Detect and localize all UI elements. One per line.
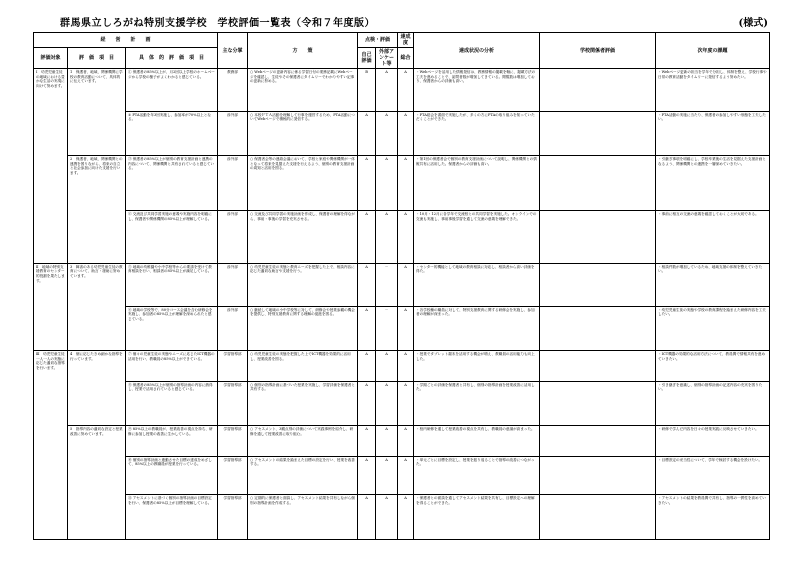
self-grade: A bbox=[358, 156, 376, 211]
analysis-cell: ・Webページを活用した情報発信は、教務情報の掲載を軸に、掲載方法の工夫を進めることで、訪問者数が増加してきている。閲覧数は増加しており、保護者からの評価も高い。 bbox=[414, 69, 540, 112]
measure-cell: ○ 交流及び共同学習の実施計画を作成し、保護者の理解を得ながら、事前・事後の学習を充実させる。 bbox=[248, 211, 358, 264]
total-grade: A bbox=[398, 211, 414, 264]
measure-cell: ○ 定期的に保護者と面談し、アセスメント結果を共有しながら個別の指導計画を作成する。 bbox=[248, 495, 358, 540]
table-row bbox=[34, 156, 770, 211]
stakeholder-cell bbox=[540, 351, 656, 381]
dept-cell: 学習指導部 bbox=[218, 456, 248, 495]
external-grade: A bbox=[376, 111, 398, 156]
next-cell: ・幼児児童生徒の実態や学校の教育課程を踏まえた研修内容を工夫したい。 bbox=[656, 306, 770, 351]
self-grade: A bbox=[358, 381, 376, 426]
next-cell: ・引き継ぎを意識し、個別の指導計画の記述内容の充実を図りたい。 bbox=[656, 381, 770, 426]
self-grade: A bbox=[358, 426, 376, 456]
total-grade: A bbox=[398, 263, 414, 306]
analysis-cell: ・センター的機能として地域の教育相談に対応し、相談者から高い評価を得た。 bbox=[414, 263, 540, 306]
overall-header: 達成度 bbox=[398, 33, 414, 48]
format-label: (様式) bbox=[738, 18, 768, 29]
external-grade: A bbox=[376, 381, 398, 426]
stakeholder-cell bbox=[540, 426, 656, 456]
external-grade: A bbox=[376, 456, 398, 495]
detail-cell: ⑤ 地域の幼稚園や小中学校等からの要請を受けて教育相談を行い、相談者の85%以上が満足している。 bbox=[126, 263, 218, 306]
analysis-cell: ・各学校種の職員に対して、特別支援教育に関する研修会を実施し、参加者の理解が深まった。 bbox=[414, 306, 540, 351]
analysis-cell: ・授業でタブレット端末を活用する機会が増え、教職員の活用能力も向上した。 bbox=[414, 351, 540, 381]
stakeholder-cell bbox=[540, 495, 656, 540]
analysis-cell: ・10月・12月に各学年で交流校との共同学習を実施した。オンラインでの交流も実施し、事前事後学習を通して交流の意義を理解できた。 bbox=[414, 211, 540, 264]
group-target: Ⅲ 幼児児童生徒一人一人の実態に応じた適切な指導を行います。 bbox=[34, 351, 68, 540]
total-grade: A bbox=[398, 456, 414, 495]
detail-cell: ⑥ 地域の学校等で、80分コース会議を含む研修会を実施し、参加者の85%以上が理解を深められたと感じている。 bbox=[126, 306, 218, 351]
self-grade: B bbox=[358, 69, 376, 112]
stakeholder-header: 学校関係者評価 bbox=[540, 33, 656, 69]
table-row bbox=[34, 381, 770, 426]
evaluation-item: 3 障害のある幼児児童生徒の教育について、助言・援助に努めています。 bbox=[68, 263, 126, 350]
stakeholder-cell bbox=[540, 263, 656, 306]
evaluation-item: 5 指導内容の適切な設定と授業改善に努めています。 bbox=[68, 426, 126, 540]
analysis-cell: ・PTA総会を書面で実施したが、多くの方にPTAの取り組みを知っていただくことができた。 bbox=[414, 111, 540, 156]
self-grade: A bbox=[358, 456, 376, 495]
external-grade: A bbox=[376, 426, 398, 456]
total-grade: A bbox=[398, 306, 414, 351]
external-grade: A bbox=[376, 69, 398, 112]
total-grade: A bbox=[398, 111, 414, 156]
measure-cell: ○ 幼児児童生徒の実態を把握した上でICT機器を効果的に活用し、授業改善を図る。 bbox=[248, 351, 358, 381]
external-grade: － bbox=[376, 263, 398, 306]
table-row bbox=[34, 111, 770, 156]
table-row bbox=[34, 263, 770, 306]
dept-cell: 教務部 bbox=[218, 69, 248, 112]
evaluation-item: 1 保護者、地域、関係機関に学校の教育活動について、具体的に伝えています。 bbox=[68, 69, 126, 156]
policy-group-header: 経 営 計 画 bbox=[34, 33, 218, 48]
self-grade: A bbox=[358, 263, 376, 306]
score-group-header: 点検・評価 bbox=[358, 33, 398, 48]
stakeholder-cell bbox=[540, 456, 656, 495]
next-cell: ・相談件数が増加しているため、地域支援の体制を整えていきたい。 bbox=[656, 263, 770, 306]
dept-cell: 学習指導部 bbox=[218, 381, 248, 426]
detail-cell: ⑦ 個々の児童生徒の実態やニーズに応じたICT機器の活用を行い、教職員の85%以上ができている。 bbox=[126, 351, 218, 381]
stakeholder-cell bbox=[540, 211, 656, 264]
measure-cell: ○ アセスメント、3観点別の評価について実践事例を紹介し、研修を通して授業改善に取り組む。 bbox=[248, 426, 358, 456]
analysis-cell: ・保護者との面談を通してアセスメント結果を共有し、目標設定への理解を得ることができた。 bbox=[414, 495, 540, 540]
detail-cell: ③ 保護者の85%以上が個別の教育支援計画と連携の内容について、関係機関と共有されていると感じている。 bbox=[126, 156, 218, 211]
total-grade: A bbox=[398, 495, 414, 540]
detail-cell: ⑪ アセスメントに基づく個別の指導計画の目標設定を行い、保護者の85%以上が目標を理解している。 bbox=[126, 495, 218, 540]
detail-cell: ② PTA活動を年3回実施し、参加率が70%以上となる。 bbox=[126, 111, 218, 156]
total-grade: A bbox=[398, 156, 414, 211]
table-row bbox=[34, 456, 770, 495]
external-grade: － bbox=[376, 306, 398, 351]
measure-header: 方 策 bbox=[248, 33, 358, 69]
measure-cell: ○ 継続して地域の小中学校等に対して、研修会や授業参観の機会を提供し、特別支援教育に関する理解の促進を図る。 bbox=[248, 306, 358, 351]
table-row bbox=[34, 426, 770, 456]
detail-cell: ⑨ 85%以上の教職員が、授業改善の視点を持ち、研修に参加し授業の改善に生かしている。 bbox=[126, 426, 218, 456]
target-header: 評価対象 bbox=[34, 48, 68, 69]
measure-cell: ○ 保護者会等の連絡会議において、学校と家庭や関係機関が一体となって将来を見据えた支援を行えるよう、個別の教育支援計画の周知と活用を図る。 bbox=[248, 156, 358, 211]
group-target: Ⅱ 地域の特別支援教育のセンター的役割を果たします。 bbox=[34, 263, 68, 350]
total-header: 総合 bbox=[398, 48, 414, 69]
next-cell: ・ICT機器の効果的な活用方法について、教員間で情報共有を進めていきたい。 bbox=[656, 351, 770, 381]
next-cell: ・研修で学んだ内容を日々の授業実践に反映させていきたい。 bbox=[656, 426, 770, 456]
analysis-cell: ・学期ごとの評価を保護者と共有し、個別の指導計画を授業改善に活用した。 bbox=[414, 381, 540, 426]
next-cell: ・PTA活動の実施に当たり、保護者の参加しやすい形態を工夫したい。 bbox=[656, 111, 770, 156]
external-grade: A bbox=[376, 156, 398, 211]
self-grade: A bbox=[358, 495, 376, 540]
dept-header: 主な分掌 bbox=[218, 33, 248, 69]
dept-cell: 渉外部 bbox=[218, 306, 248, 351]
item-header: 評 価 項 目 bbox=[68, 48, 126, 69]
total-grade: A bbox=[398, 381, 414, 426]
self-grade: A bbox=[358, 111, 376, 156]
stakeholder-cell bbox=[540, 69, 656, 112]
dept-cell: 学習指導部 bbox=[218, 495, 248, 540]
total-grade: A bbox=[398, 69, 414, 112]
group-target: Ⅰ 幼児児童生徒の地域における豊かな生活の実現に向けて努めます。 bbox=[34, 69, 68, 264]
dept-cell: 渉外部 bbox=[218, 211, 248, 264]
analysis-cell: ・単元ごとに目標を設定し、授業を振り返ることで指導の改善につながった。 bbox=[414, 456, 540, 495]
self-grade: A bbox=[358, 306, 376, 351]
measure-cell: ○ 幼児児童生徒の実態と教育ニーズを把握した上で、相談内容に応じた適切な助言や支援を行う。 bbox=[248, 263, 358, 306]
stakeholder-cell bbox=[540, 156, 656, 211]
table-row bbox=[34, 69, 770, 112]
next-cell: ・アセスメントの結果を教員間で共有し、指導の一貫性を高めていきたい。 bbox=[656, 495, 770, 540]
table-row bbox=[34, 211, 770, 264]
document-title: 群馬県立しろがね特別支援学校 学校評価一覧表（令和７年度版） bbox=[60, 18, 375, 29]
table-row bbox=[34, 306, 770, 351]
dept-cell: 渉外部 bbox=[218, 111, 248, 156]
dept-cell: 学習指導部 bbox=[218, 426, 248, 456]
measure-cell: ○ 個別の指導計画に基づいた授業を実施し、学習評価を保護者と共有する。 bbox=[248, 381, 358, 426]
analysis-header: 達成状況の分析 bbox=[414, 33, 540, 69]
total-grade: A bbox=[398, 351, 414, 381]
self-grade: A bbox=[358, 211, 376, 264]
self-header: 自己評価 bbox=[358, 48, 376, 69]
detail-cell: ① 保護者の85%以上が、月2回以上学校のホームページから学校の様子がよくわかると感じている。 bbox=[126, 69, 218, 112]
stakeholder-cell bbox=[540, 111, 656, 156]
self-grade: A bbox=[358, 351, 376, 381]
analysis-cell: ・第1回の保護者会で個別の教育支援計画について説明し、関係機関との情報共有に活用した。保護者からの評価も高い。 bbox=[414, 156, 540, 211]
next-cell: ・Webページ更新の担当を学年で分担し、体制を整え、学校行事や日常の教育活動をタイムリーに発信するよう努めたい。 bbox=[656, 69, 770, 112]
external-header: 外部アンケート等 bbox=[376, 48, 398, 69]
total-grade: A bbox=[398, 426, 414, 456]
next-cell: ・引継ぎ事項を明確にし、学校卒業後の生活を見据えた支援計画となるよう、関係機関との連携を一層深めていきたい。 bbox=[656, 156, 770, 211]
external-grade: A bbox=[376, 495, 398, 540]
table-row bbox=[34, 495, 770, 540]
evaluation-item: 4 個に応じたきめ細かな指導を行っています。 bbox=[68, 351, 126, 426]
stakeholder-cell bbox=[540, 381, 656, 426]
table-row bbox=[34, 351, 770, 381]
measure-cell: ○ 本校ＰＴＡ活動を理解して行事を運営するため、PTA活動についてWebページで積極的に発信する。 bbox=[248, 111, 358, 156]
measure-cell: ○ Webページの更新内容に係る学習日付の業務記載にWebページを確認し、生徒やその保護者にタイムリーでわかりやすい記事の更新に努める。 bbox=[248, 69, 358, 112]
next-cell: ・事前に相互の交流の意義を確認しておくことが大切である。 bbox=[656, 211, 770, 264]
next-cell: ・目標設定の妥当性について、学年で検討する機会を設けたい。 bbox=[656, 456, 770, 495]
detail-cell: ⑧ 保護者の85%以上が個別の指導計画の内容に納得し、授業で活用されていると感じている。 bbox=[126, 381, 218, 426]
dept-cell: 渉外部 bbox=[218, 156, 248, 211]
external-grade: A bbox=[376, 211, 398, 264]
evaluation-item: 2 保護者、地域、関係機関との連携を図りながら、将来の自立と社会参加に向けた支援を行います。 bbox=[68, 156, 126, 264]
dept-cell: 渉外部 bbox=[218, 263, 248, 306]
detail-header: 具 体 的 評 価 項 目 bbox=[126, 48, 218, 69]
measure-cell: ○ アセスメントの結果を踏まえた目標の設定を行い、授業を改善する。 bbox=[248, 456, 358, 495]
dept-cell: 学習指導部 bbox=[218, 351, 248, 381]
detail-cell: ④ 交流及び共同学習実施の意義や実施内容を明確にし、保護者や関係機関の85%以上が理解している。 bbox=[126, 211, 218, 264]
analysis-cell: ・校内研修を通して授業改善の視点を共有し、教職員の意識が高まった。 bbox=[414, 426, 540, 456]
detail-cell: ⑩ 個別の指導計画と連動させた目標の達成をめざして、85%以上の教職員が授業を行っている。 bbox=[126, 456, 218, 495]
external-grade: A bbox=[376, 351, 398, 381]
next-header: 次年度の課題 bbox=[656, 33, 770, 69]
stakeholder-cell bbox=[540, 306, 656, 351]
evaluation-table bbox=[33, 32, 770, 540]
